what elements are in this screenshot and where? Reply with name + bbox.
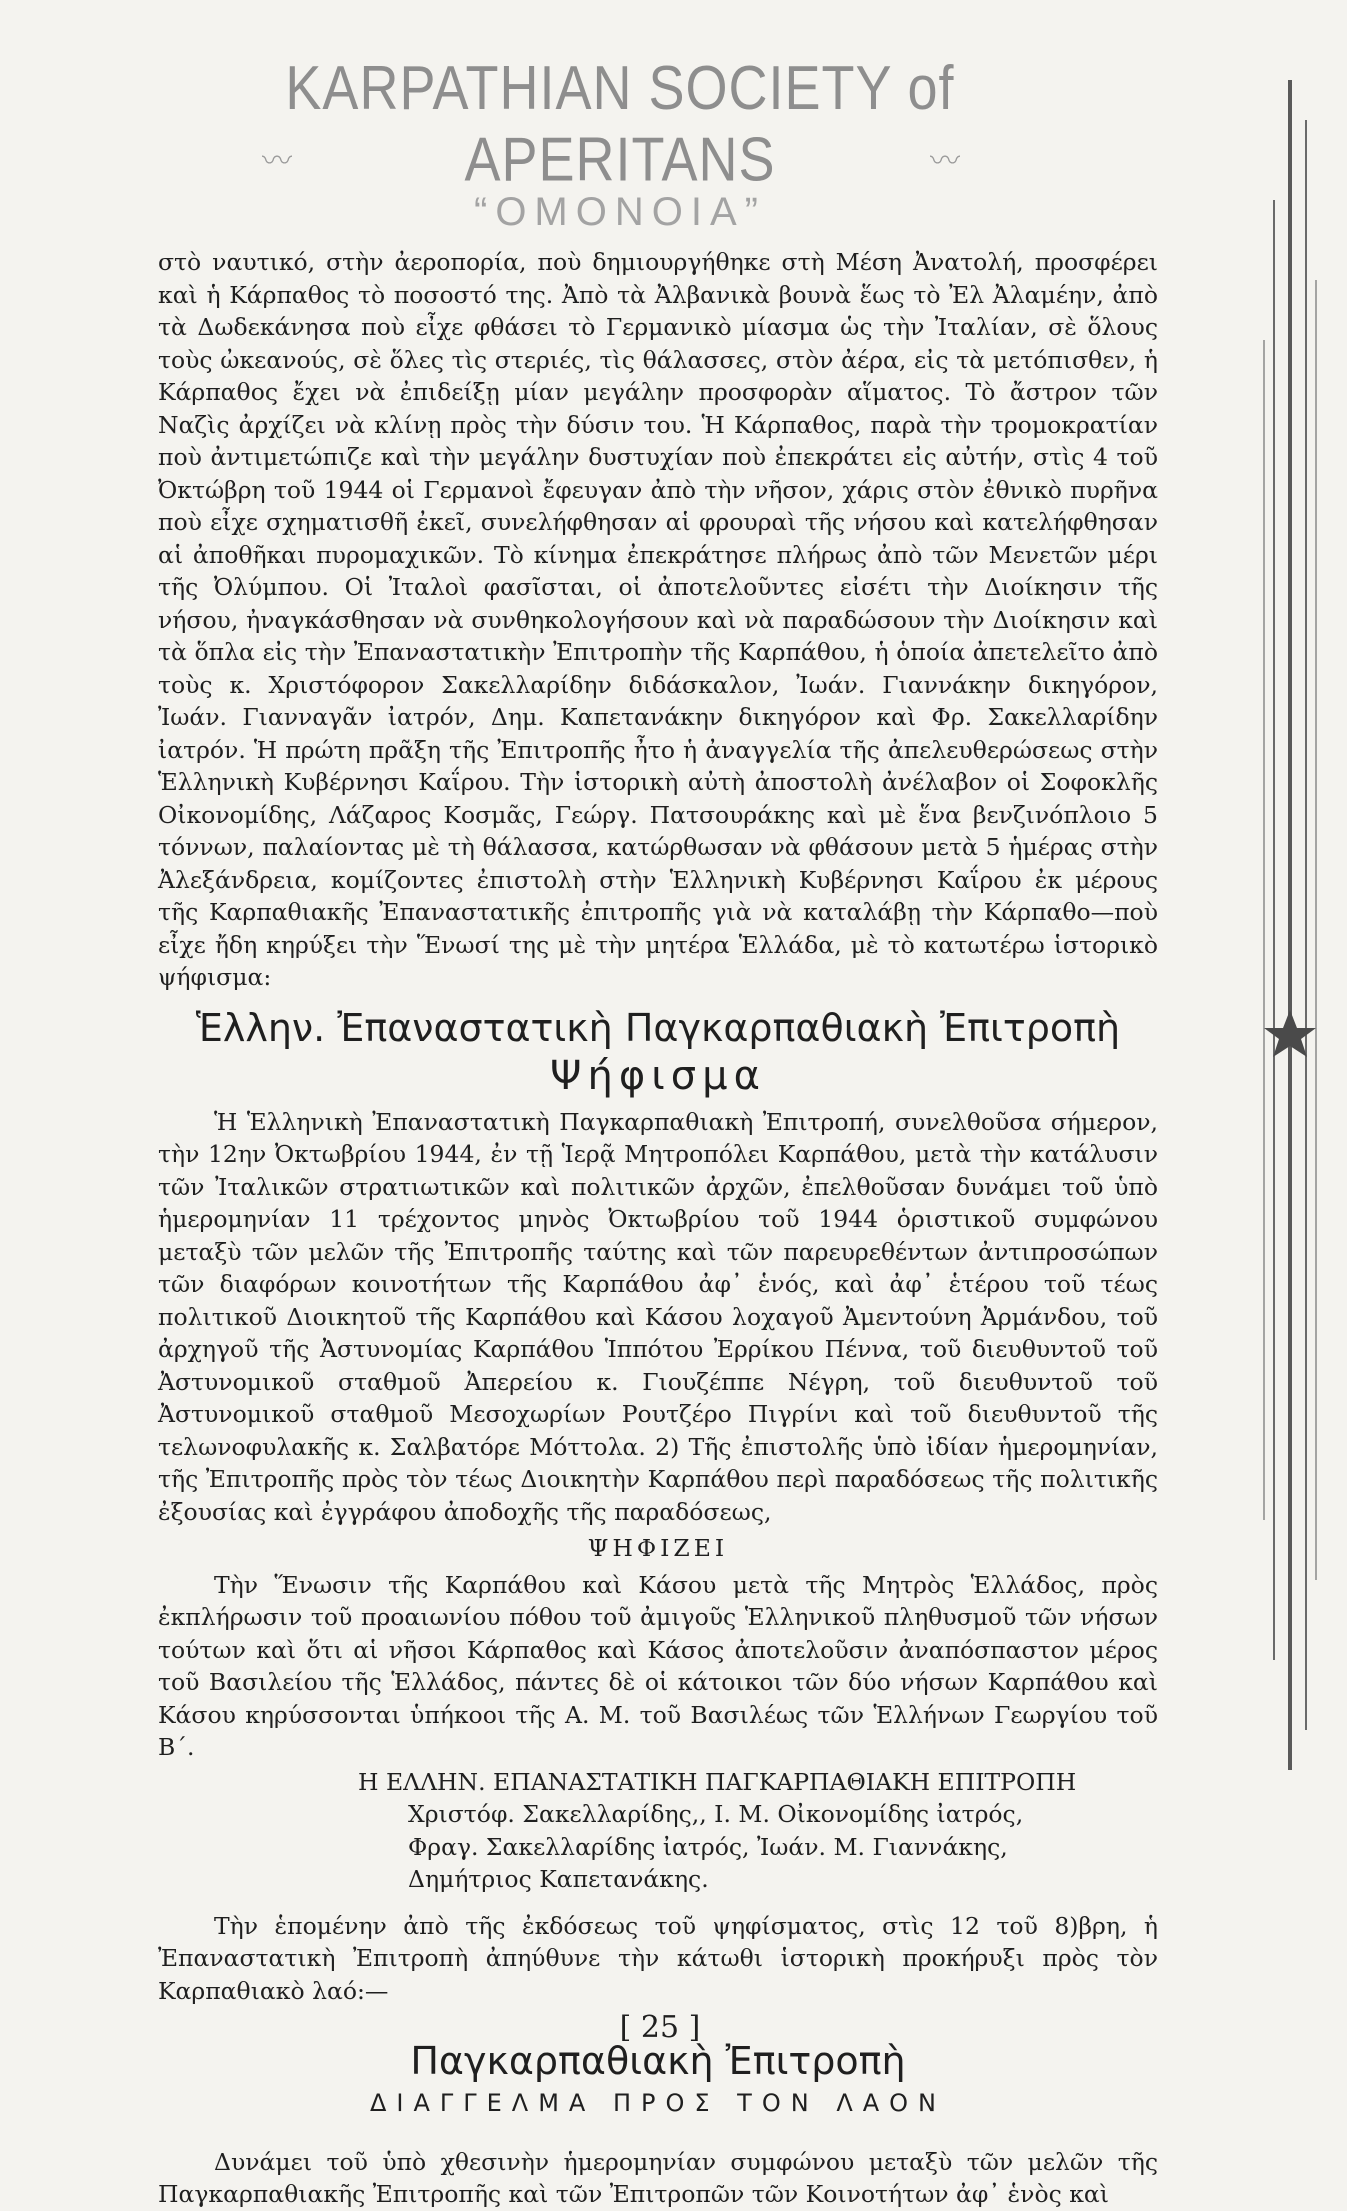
paragraph-decree: Τὴν Ἕνωσιν τῆς Καρπάθου καὶ Κάσου μετὰ τῆς Μητρὸς Ἑλλάδος, πρὸς ἐκπλήρωσιν τοῦ προαιωνίου πόθου τοῦ ἀμιγοῦς Ἑλληνικοῦ πληθυσμοῦ τῶν νήσων τούτων καὶ ὅτι αἱ νῆσοι Κάρπαθος καὶ Κάσος ἀποτελοῦσιν ἀναπόσπαστον μέρος τοῦ Βασιλείου τῆς Ἑλλάδος, πάντες δὲ οἱ κάτοικοι τῶν δύο νήσων Καρπάθου καὶ Κάσου κηρύσσονται ὑπήκοοι τῆς Α. Μ. τοῦ Βασιλέως τῶν Ἑλλήνων Γεωργίου τοῦ Β΄. — [158, 1570, 1158, 1761]
proclamation-heading: Παγκαρπαθιακὴ Ἐπιτροπὴ — [410, 2039, 906, 2083]
right-swirl-ornament: 〰 — [930, 144, 960, 179]
proclamation-subheading: ΔΙΑΓΓΕΛΜΑ ΠΡΟΣ ΤΟΝ ΛΑΟΝ — [369, 2089, 946, 2117]
signature-title: Η ΕΛΛΗΝ. ΕΠΑΝΑΣΤΑΤΙΚΗ ΠΑΓΚΑΡΠΑΘΙΑΚΗ ΕΠΙΤΡΟΠΗ — [358, 1767, 1077, 1796]
page-number: [ 25 ] — [619, 2010, 701, 2045]
society-title: KARPATHIAN SOCIETY of APERITANS — [285, 53, 955, 195]
resolution-heading: Ἑλλην. Ἐπαναστατικὴ Παγκαρπαθιακὴ Ἐπιτροπὴ — [195, 1005, 1121, 1050]
paragraph-intro: στὸ ναυτικό, στὴν ἀεροπορία, ποὺ δημιουργήθηκε στὴ Μέση Ἀνατολή, προσφέρει καὶ ἡ Κάρπαθος τὸ ποσοστό της. Ἀπὸ τὰ Ἀλβανικὰ βουνὰ ἕως τὸ Ἐλ Ἀλαμέην, ἀπὸ τὰ Δωδεκάνησα ποὺ εἶχε φθάσει τὸ Γερμανικὸ μίασμα ὡς τὴν Ἰταλίαν, σὲ ὅλους τοὺς ὠκεανούς, σὲ ὅλες τὶς στεριές, τὶς θάλασσες, στὸν ἀέρα, εἰς τὰ μετόπισθεν, ἡ Κάρπαθος ἔχει νὰ ἐπιδείξῃ μίαν μεγάλην προσφορὰν αἵματος. Τὸ ἄστρον τῶν Ναζὶς ἀρχίζει νὰ κλίνῃ πρὸς τὴν δύσιν του. Ἡ Κάρπαθος, παρὰ τὴν τρομοκρατίαν ποὺ ἀντιμετώπιζε καὶ τὴν μεγάλην δυστυχίαν ποὺ ἐπεκράτει εἰς αὐτήν, στὶς 4 τοῦ Ὀκτώβρη τοῦ 1944 οἱ Γερμανοὶ ἔφευγαν ἀπὸ τὴν νῆσον, χάρις στὸν ἐθνικὸ πυρῆνα ποὺ εἶχε σχηματισθῆ ἐκεῖ, συνελήφθησαν αἱ φρουραὶ τῆς νήσου καὶ κατελήφθησαν αἱ ἀποθῆκαι πυρομαχικῶν. Τὸ κίνημα ἐπεκράτησε πλήρως ἀπὸ τῶν Μενετῶν μέρι τῆς Ὀλύμπου. Οἱ Ἰταλοὶ φασῖσται, οἱ ἀποτελοῦντες εἰσέτι τὴν Διοίκησιν τῆς νήσου, ἠναγκάσθησαν νὰ συνθηκολογήσουν καὶ νὰ παραδώσουν τὴν Διοίκησιν καὶ τὰ ὅπλα εἰς τὴν Ἐπαναστατικὴν Ἐπιτροπὴν τῆς Καρπάθου, ἡ ὁποία ἀπετελεῖτο ἀπὸ τοὺς κ. Χριστόφορον Σακελλαρίδην διδάσκαλον, Ἰωάν. Γιαννάκην δικηγόρον, Ἰωάν. Γιανναγᾶν ἰατρόν, Δημ. Καπετανάκην δικηγόρον καὶ Φρ. Σακελλαρίδην ἰατρόν. Ἡ πρώτη πρᾶξη τῆς Ἐπιτροπῆς ἦτο ἡ ἀναγγελία τῆς ἀπελευθερώσεως στὴν Ἑλληνικὴ Κυβέρνησι Καΐρου. Τὴν ἱστορικὴ αὐτὴ ἀποστολὴ ἀνέλαβον οἱ Σοφοκλῆς Οἰκονομίδης, Λάζαρος Κοσμᾶς, Γεώργ. Πατσουράκης καὶ μὲ ἕνα βενζινόπλοιο 5 τόννων, παλαίοντας μὲ τὴ θάλασσα, κατώρθωσαν νὰ φθάσουν μετὰ 5 ἡμέρας στὴν Ἀλεξάνδρεια, κομίζοντες ἐπιστολὴ στὴν Ἑλληνικὴ Κυβέρνησι Καΐρου ἐκ μέρους τῆς Καρπαθιακῆς Ἐπαναστατικῆς ἐπιτροπῆς γιὰ νὰ καταλάβῃ τὴν Κάρπαθο—ποὺ εἶχε ἤδη κηρύξει τὴν Ἕνωσί της μὲ τὴν μητέρα Ἑλλάδα, μὲ τὸ κατωτέρω ἱστορικὸ ψήφισμα: — [158, 248, 1158, 991]
page-header — [200, 53, 1040, 235]
society-subtitle: “ΟΜΟΝΟΙΑ” — [474, 190, 766, 234]
signature-line-1: Χριστόφ. Σακελλαρίδης,, Ι. Μ. Οἰκονομίδης ἰατρός, — [408, 1800, 1024, 1828]
article-body — [158, 246, 1158, 2211]
paragraph-resolution: Ἡ Ἑλληνικὴ Ἐπαναστατικὴ Παγκαρπαθιακὴ Ἐπιτροπή, συνελθοῦσα σήμερον, τὴν 12ην Ὀκτωβρίου 1944, ἐν τῇ Ἱερᾷ Μητροπόλει Καρπάθου, μετὰ τὴν κατάλυσιν τῶν Ἰταλικῶν στρατιωτικῶν καὶ πολιτικῶν ἀρχῶν, ἐπελθοῦσαν δυνάμει τοῦ ὑπὸ ἡμερομηνίαν 11 τρέχοντος μηνὸς Ὀκτωβρίου τοῦ 1944 ὁριστικοῦ συμφώνου μεταξὺ τῶν μελῶν τῆς Ἐπιτροπῆς ταύτης καὶ τῶν παρευρεθέντων ἀντιπροσώπων τῶν διαφόρων κοινοτήτων τῆς Καρπάθου ἀφ᾽ ἑνός, καὶ ἀφ᾽ ἑτέρου τοῦ τέως πολιτικοῦ Διοικητοῦ τῆς Καρπάθου καὶ Κάσου λοχαγοῦ Ἀμεντούνη Ἀρμάνδου, τοῦ ἀρχηγοῦ τῆς Ἀστυνομίας Καρπάθου Ἱππότου Ἐρρίκου Πέννα, τοῦ διευθυντοῦ τοῦ Ἀστυνομικοῦ σταθμοῦ Ἀπερείου κ. Γιουζέππε Νέγρη, τοῦ διευθυντοῦ τοῦ Ἀστυνομικοῦ σταθμοῦ Μεσοχωρίων Ρουτζέρο Πιγρίνι καὶ τοῦ διευθυντοῦ τῆς τελωνοφυλακῆς κ. Σαλβατόρε Μόττολα. 2) Τῆς ἐπιστολῆς ὑπὸ ἰδίαν ἡμερομηνίαν, τῆς Ἐπιτροπῆς πρὸς τὸν τέως Διοικητὴν Καρπάθου περὶ παραδόσεως τῆς πολιτικῆς ἐξουσίας καὶ ἐγγράφου ἀποδοχῆς τῆς παραδόσεως, — [158, 1107, 1158, 1526]
paragraph-proclamation-intro: Τὴν ἑπομένην ἀπὸ τῆς ἐκδόσεως τοῦ ψηφίσματος, στὶς 12 τοῦ 8)βρη, ἡ Ἐπαναστατικὴ Ἐπιτροπὴ ἀπηύθυνε τὴν κάτωθι ἱστορικὴ προκήρυξι πρὸς τὸν Καρπαθιακὸ λαό:— — [158, 1911, 1158, 2005]
resolution-subheading: Ψήφισμα — [550, 1052, 766, 1099]
decorative-border-ornament — [1250, 80, 1340, 1770]
signature-line-2: Φραγ. Σακελλαρίδης ἰατρός, Ἰωάν. Μ. Γιαννάκης, — [408, 1832, 1008, 1861]
paragraph-proclamation: Δυνάμει τοῦ ὑπὸ χθεσινὴν ἡμερομηνίαν συμφώνου μεταξὺ τῶν μελῶν τῆς Παγκαρπαθιακῆς Ἐπιτροπῆς καὶ τῶν Ἐπιτροπῶν τῶν Κοινοτήτων ἀφ᾽ ἑνὸς καὶ — [158, 2147, 1158, 2208]
left-swirl-ornament: 〰 — [262, 144, 292, 179]
signature-line-3: Δημήτριος Καπετανάκης. — [408, 1865, 709, 1893]
decree-word: ΨΗΦΙΖΕΙ — [587, 1534, 729, 1562]
